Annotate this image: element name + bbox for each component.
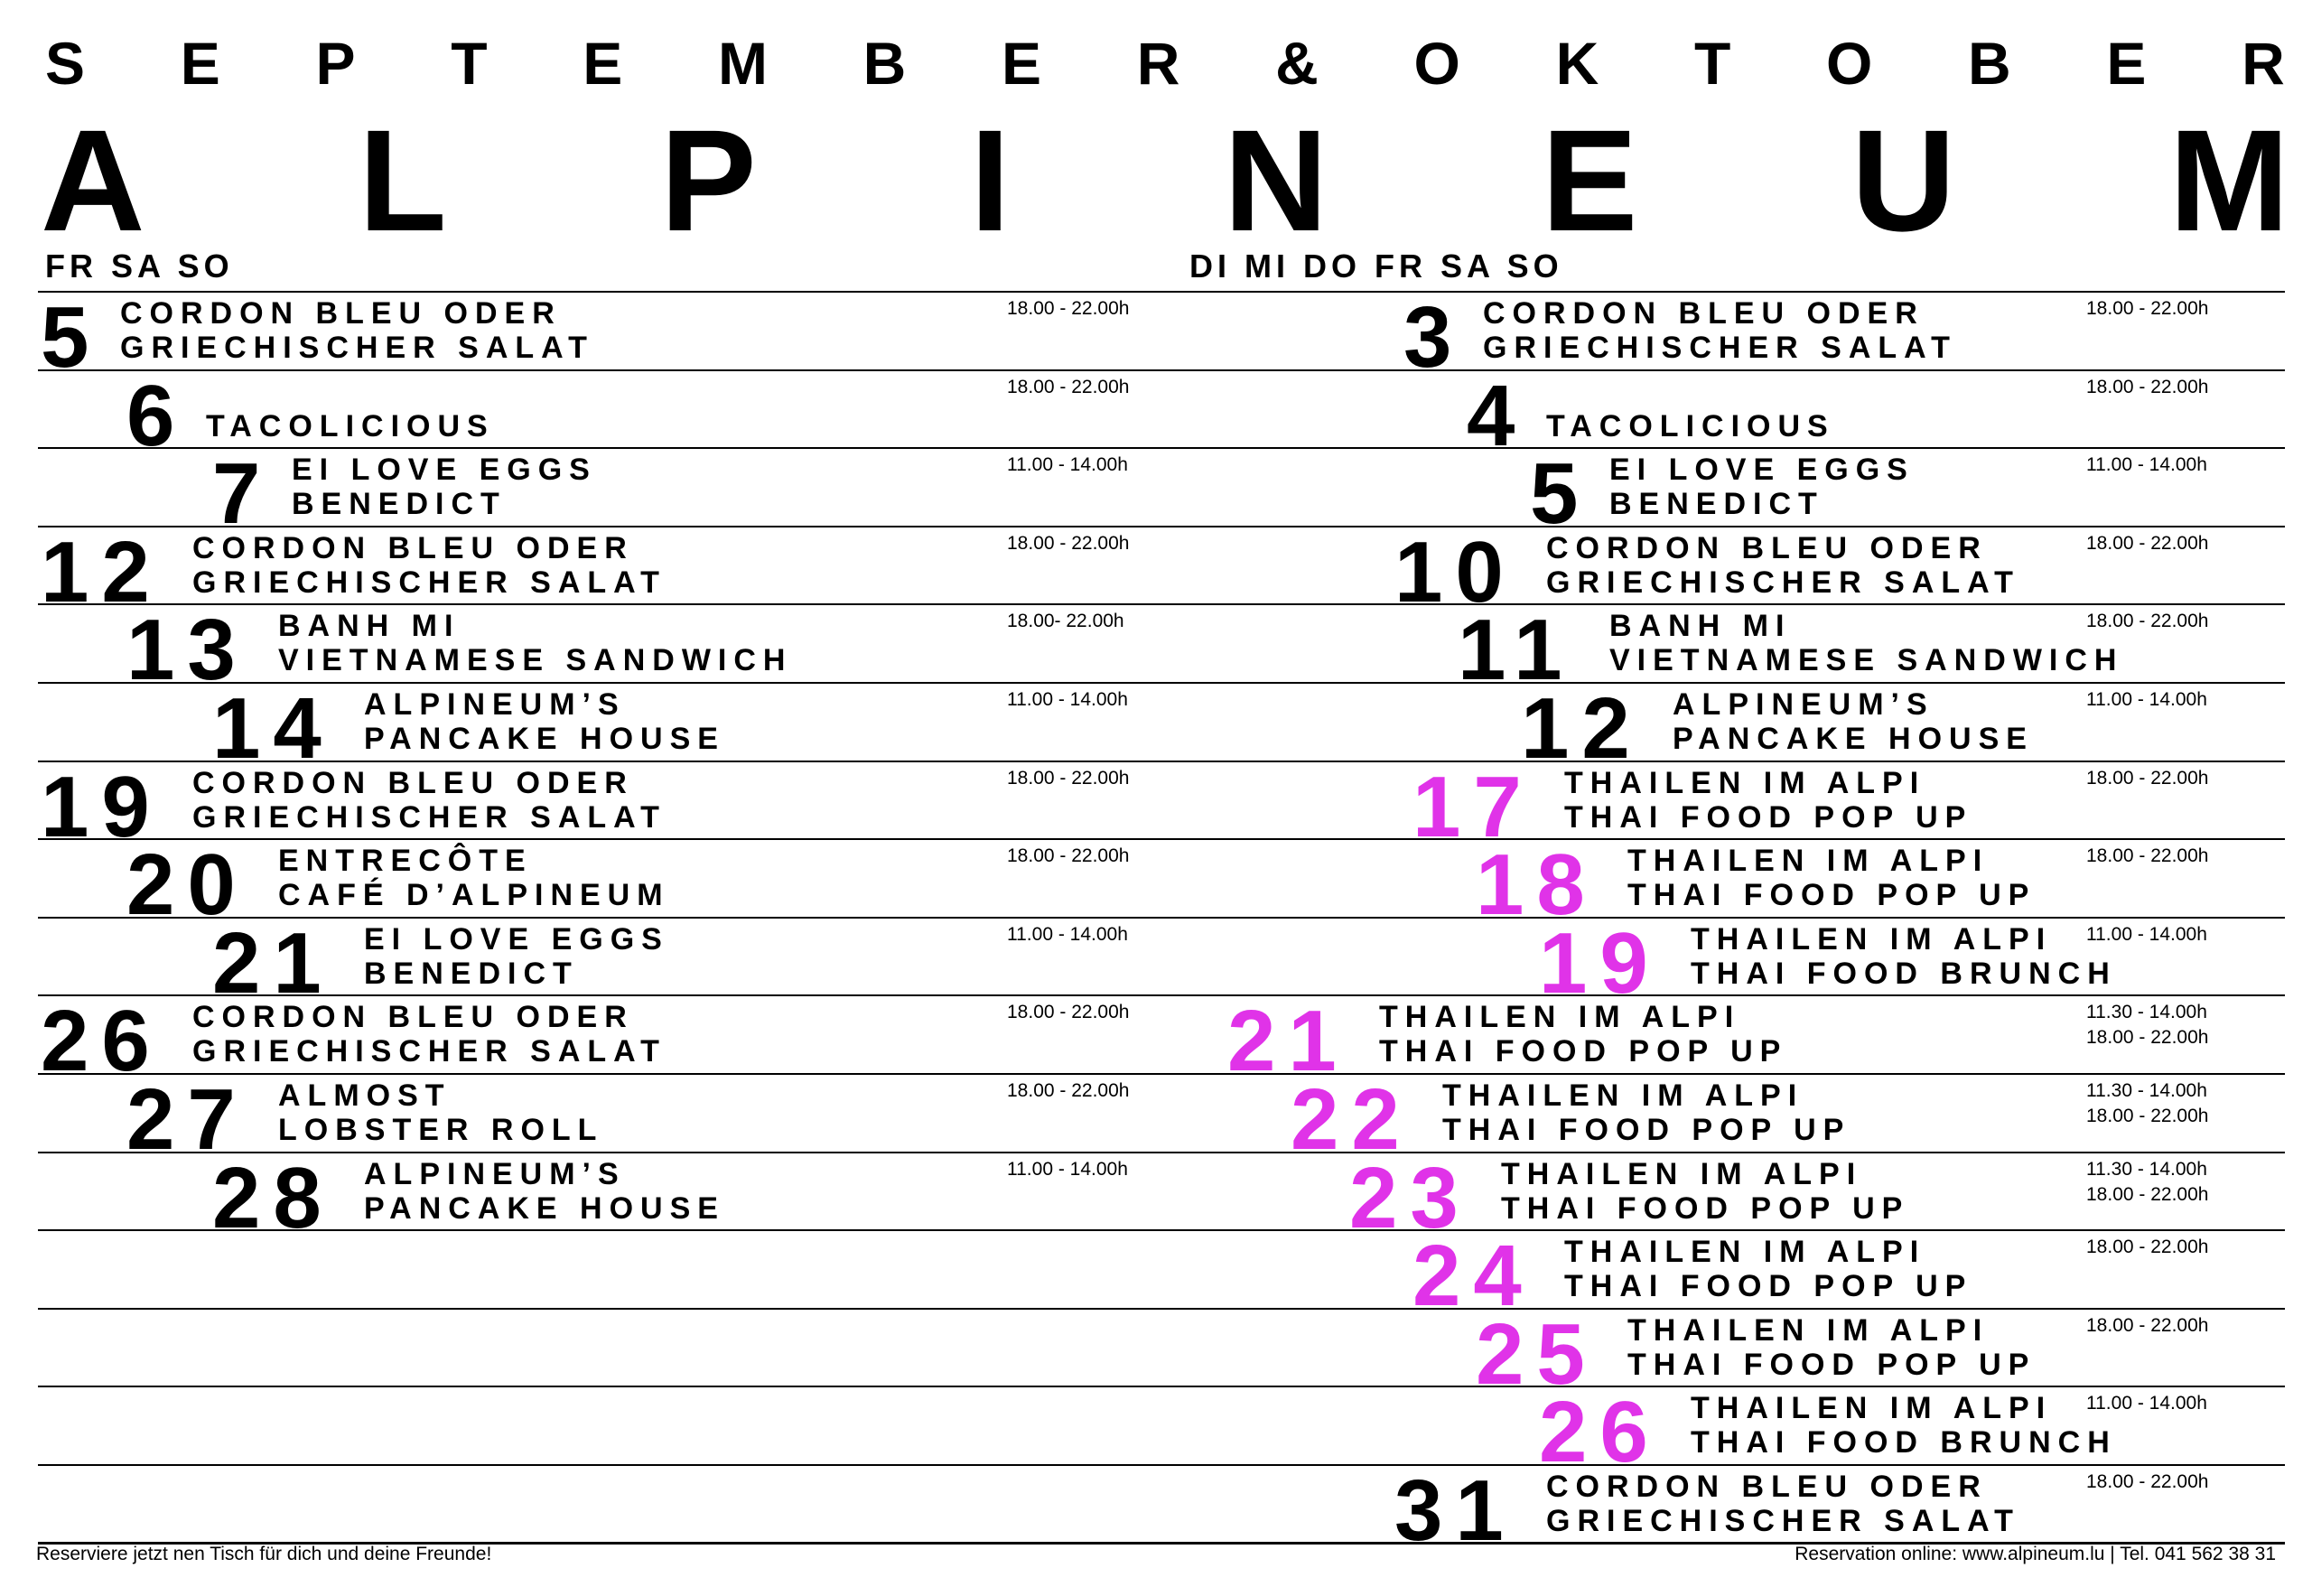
right-schedule-row	[0, 1306, 2312, 1403]
title-letter: M	[2168, 99, 2289, 261]
event-name-line1: EI LOVE EGGS	[292, 453, 597, 487]
event-time	[2086, 1000, 2208, 1050]
event-name-line2: THAI FOOD POP UP	[1501, 1191, 1910, 1226]
right-schedule-row	[0, 368, 2312, 464]
day-number: 22	[1291, 1071, 1412, 1168]
day-number: 14	[212, 680, 334, 777]
event-time-1: 18.00 - 22.00h	[2086, 298, 2209, 319]
event-name-line2: CAFÉ D’ALPINEUM	[278, 878, 670, 912]
day-number: 19	[41, 759, 163, 855]
event-name-line1: THAILEN IM ALPI	[1501, 1157, 1863, 1191]
day-number: 17	[1412, 759, 1534, 855]
event-name	[1564, 1235, 1972, 1303]
event-time	[2086, 1391, 2207, 1416]
event-name-line1: THAILEN IM ALPI	[1564, 1235, 1926, 1269]
event-time-1: 18.00 - 22.00h	[1007, 377, 1130, 397]
day-number: 25	[1476, 1306, 1598, 1403]
day-number: 12	[41, 524, 163, 621]
event-name-line2: BENEDICT	[364, 957, 579, 991]
event-name-line2: PANCAKE HOUSE	[1673, 722, 2034, 756]
event-time-1: 18.00 - 22.00h	[1007, 845, 1130, 866]
event-name-line2: GRIECHISCHER SALAT	[1546, 1504, 2020, 1538]
month-letter: T	[451, 30, 488, 97]
event-time-1: 11.30 - 14.00h	[2086, 1080, 2207, 1101]
event-time-1: 18.00 - 22.00h	[2086, 611, 2209, 631]
month-letter: O	[1825, 30, 1873, 97]
right-schedule-row	[0, 524, 2312, 621]
event-name-line1: CORDON BLEU ODER	[192, 531, 634, 565]
event-name-line1: ALMOST	[278, 1078, 452, 1113]
event-time-1: 18.00 - 22.00h	[2086, 377, 2209, 397]
month-letter: E	[2106, 30, 2147, 97]
event-name-line2: THAI FOOD POP UP	[1627, 878, 2037, 912]
day-number: 7	[212, 445, 274, 542]
event-time	[2086, 609, 2208, 634]
event-name-line1: ALPINEUM’S	[1673, 687, 1934, 722]
event-name-line1: THAILEN IM ALPI	[1691, 922, 2053, 957]
event-time	[2086, 1078, 2208, 1129]
event-time-2: 18.00 - 22.00h	[2086, 1184, 2209, 1205]
event-time-1: 18.00 - 22.00h	[1007, 1002, 1130, 1022]
event-name-line1: THAILEN IM ALPI	[1691, 1391, 2053, 1425]
event-name	[1501, 1157, 1909, 1226]
event-name	[1564, 766, 1972, 835]
event-name-line1: CORDON BLEU ODER	[192, 1000, 634, 1034]
event-name-line2: PANCAKE HOUSE	[364, 1191, 725, 1226]
event-name-line2: PANCAKE HOUSE	[364, 722, 725, 756]
event-name	[1546, 531, 2020, 600]
month-letter: &	[1275, 30, 1319, 97]
event-name-line1: THAILEN IM ALPI	[1627, 1313, 1990, 1348]
event-time	[2086, 375, 2208, 400]
event-time-1: 11.00 - 14.00h	[1007, 454, 1128, 475]
event-name-line2: THAI FOOD BRUNCH	[1691, 1425, 2117, 1460]
right-schedule-row	[0, 1384, 2312, 1480]
event-time-2: 18.00 - 22.00h	[2086, 1106, 2209, 1126]
event-name-line1: THAILEN IM ALPI	[1627, 844, 1990, 878]
day-number: 23	[1349, 1150, 1471, 1246]
event-time-1: 18.00 - 22.00h	[1007, 768, 1130, 789]
event-name-line2: THAI FOOD POP UP	[1442, 1113, 1851, 1147]
event-name	[1691, 1391, 2117, 1460]
month-letter: E	[180, 30, 220, 97]
day-number: 31	[1394, 1462, 1516, 1559]
event-name-line1: ALPINEUM’S	[364, 687, 626, 722]
event-name-line1: THAILEN IM ALPI	[1564, 766, 1926, 800]
event-time-2: 18.00 - 22.00h	[2086, 1027, 2209, 1048]
event-time-1: 11.00 - 14.00h	[1007, 1159, 1128, 1180]
event-name-line1: THAILEN IM ALPI	[1442, 1078, 1804, 1113]
event-time-1: 11.00 - 14.00h	[2086, 454, 2207, 475]
event-name-line2: THAI FOOD POP UP	[1379, 1034, 1788, 1069]
event-name-line2: VIETNAMESE SANDWICH	[1609, 643, 2124, 677]
title-letter: I	[970, 99, 1011, 261]
event-name-line2: GRIECHISCHER SALAT	[1483, 331, 1957, 365]
event-name-line1: CORDON BLEU ODER	[192, 766, 634, 800]
event-name-line1: BANH MI	[278, 609, 461, 643]
right-schedule-row	[0, 289, 2312, 386]
event-name-line1: EI LOVE EGGS	[1609, 453, 1915, 487]
event-time-1: 11.00 - 14.00h	[2086, 689, 2207, 710]
right-schedule-row	[0, 602, 2312, 698]
event-name-line2: THAI FOOD POP UP	[1564, 1269, 1973, 1303]
month-letter: P	[315, 30, 356, 97]
footer-reservation-note: Reserviere jetzt nen Tisch für dich und deine Freunde!	[36, 1544, 492, 1564]
event-name-line1: THAILEN IM ALPI	[1379, 1000, 1741, 1034]
event-time-1: 11.00 - 14.00h	[2086, 1393, 2207, 1414]
month-letter: R	[1136, 30, 1180, 97]
month-letter: B	[1968, 30, 2011, 97]
title-letter: U	[1851, 99, 1956, 261]
event-name-line1: CORDON BLEU ODER	[120, 296, 562, 331]
day-number: 24	[1412, 1227, 1534, 1324]
month-letter: K	[1555, 30, 1599, 97]
right-schedule-row	[0, 445, 2312, 542]
event-time-1: 18.00 - 22.00h	[2086, 1315, 2209, 1336]
event-time	[2086, 531, 2208, 556]
day-number: 21	[212, 915, 334, 1012]
event-name-line2: THAI FOOD BRUNCH	[1691, 957, 2117, 991]
right-schedule-row	[0, 1227, 2312, 1324]
day-number: 20	[126, 836, 248, 933]
event-name	[1483, 296, 1957, 365]
event-name-line2: VIETNAMESE SANDWICH	[278, 643, 793, 677]
event-time-1: 11.30 - 14.00h	[2086, 1159, 2207, 1180]
event-time	[2086, 296, 2208, 322]
event-time-1: 11.00 - 14.00h	[2086, 924, 2207, 945]
month-letter: B	[862, 30, 907, 97]
day-number: 11	[1458, 602, 1575, 698]
event-time	[2086, 1157, 2208, 1208]
title-letter: A	[41, 99, 145, 261]
day-number: 13	[126, 602, 248, 698]
month-letter: R	[2242, 30, 2285, 97]
title-letter: P	[659, 99, 757, 261]
event-name-line1: ALPINEUM’S	[364, 1157, 626, 1191]
event-time-1: 18.00 - 22.00h	[2086, 1237, 2209, 1257]
right-schedule-row	[0, 1150, 2312, 1246]
event-name-line2: THAI FOOD POP UP	[1564, 800, 1973, 835]
right-days-label: DI MI DO FR SA SO	[1189, 247, 1563, 285]
event-name	[1442, 1078, 1851, 1147]
event-name-line2: GRIECHISCHER SALAT	[192, 1034, 667, 1069]
event-name	[1546, 1470, 2020, 1538]
right-schedule-row	[0, 680, 2312, 777]
event-name-line2: TACOLICIOUS	[1546, 409, 1835, 443]
footer-contact: Reservation online: www.alpineum.lu | Tel. 041 562 38 31	[1795, 1544, 2276, 1564]
event-time	[2086, 1235, 2208, 1260]
day-number: 18	[1476, 836, 1598, 933]
event-time-1: 11.30 - 14.00h	[2086, 1002, 2207, 1022]
months-heading	[45, 27, 2285, 99]
title-letter: L	[358, 99, 447, 261]
event-time	[2086, 922, 2207, 947]
day-number: 28	[212, 1150, 334, 1246]
title-letter: E	[1541, 99, 1638, 261]
event-name-line2: GRIECHISCHER SALAT	[192, 565, 667, 600]
event-name-line1: BANH MI	[1609, 609, 1792, 643]
event-time	[2086, 687, 2207, 713]
event-name-line2: GRIECHISCHER SALAT	[192, 800, 667, 835]
day-number: 21	[1227, 993, 1349, 1089]
right-schedule-row	[0, 836, 2312, 933]
event-name-line1: ENTRECÔTE	[278, 844, 533, 878]
event-name	[1673, 687, 2034, 756]
month-letter: E	[583, 30, 623, 97]
event-time-1: 18.00 - 22.00h	[2086, 768, 2209, 789]
day-number: 26	[41, 993, 163, 1089]
event-name-line2: TACOLICIOUS	[206, 409, 495, 443]
event-time	[2086, 453, 2207, 478]
month-letter: E	[1002, 30, 1042, 97]
event-name	[1609, 453, 1915, 521]
event-time	[2086, 766, 2208, 791]
event-name-line2: BENEDICT	[1609, 487, 1824, 521]
event-name-line2: GRIECHISCHER SALAT	[120, 331, 594, 365]
day-number: 6	[126, 368, 188, 464]
day-number: 4	[1467, 368, 1528, 464]
day-number: 26	[1539, 1384, 1661, 1480]
day-number: 19	[1539, 915, 1661, 1012]
event-name	[1627, 844, 2036, 912]
event-name-line2: LOBSTER ROLL	[278, 1113, 604, 1147]
event-name	[1691, 922, 2117, 991]
event-name-line2: THAI FOOD POP UP	[1627, 1348, 2037, 1382]
day-number: 12	[1521, 680, 1643, 777]
page-title	[41, 99, 2289, 261]
event-time-1: 18.00 - 22.00h	[1007, 533, 1130, 554]
event-time-1: 18.00 - 22.00h	[1007, 1080, 1130, 1101]
event-time-1: 18.00- 22.00h	[1007, 611, 1124, 631]
month-letter: S	[45, 30, 86, 97]
right-schedule-row	[0, 993, 2312, 1089]
right-schedule-row	[0, 1071, 2312, 1168]
right-schedule-row	[0, 759, 2312, 855]
event-name-line2: BENEDICT	[292, 487, 507, 521]
left-days-label: FR SA SO	[45, 247, 234, 285]
event-time-1: 11.00 - 14.00h	[1007, 924, 1128, 945]
event-name	[1609, 609, 2123, 677]
event-name-line1: CORDON BLEU ODER	[1546, 531, 1988, 565]
event-time-1: 18.00 - 22.00h	[2086, 1471, 2209, 1492]
day-number: 27	[126, 1071, 248, 1168]
month-letter: T	[1693, 30, 1731, 97]
event-name-line1: CORDON BLEU ODER	[1483, 296, 1925, 331]
event-time	[2086, 1313, 2208, 1339]
event-time-1: 11.00 - 14.00h	[1007, 689, 1128, 710]
event-time	[2086, 1470, 2208, 1495]
day-number: 10	[1394, 524, 1516, 621]
event-time-1: 18.00 - 22.00h	[2086, 845, 2209, 866]
event-name	[1379, 1000, 1787, 1069]
event-name-line1: EI LOVE EGGS	[364, 922, 669, 957]
event-time	[2086, 844, 2208, 869]
month-letter: M	[717, 30, 768, 97]
day-number: 3	[1403, 289, 1465, 386]
event-name	[1627, 1313, 2036, 1382]
event-name-line1	[1546, 375, 1835, 409]
day-number: 5	[1530, 445, 1591, 542]
day-number: 5	[41, 289, 102, 386]
event-name-line1: CORDON BLEU ODER	[1546, 1470, 1988, 1504]
event-name-line2: GRIECHISCHER SALAT	[1546, 565, 2020, 600]
event-time-1: 18.00 - 22.00h	[1007, 298, 1130, 319]
event-time-1: 18.00 - 22.00h	[2086, 533, 2209, 554]
event-name	[1546, 375, 1835, 443]
month-letter: O	[1413, 30, 1460, 97]
title-letter: N	[1223, 99, 1328, 261]
